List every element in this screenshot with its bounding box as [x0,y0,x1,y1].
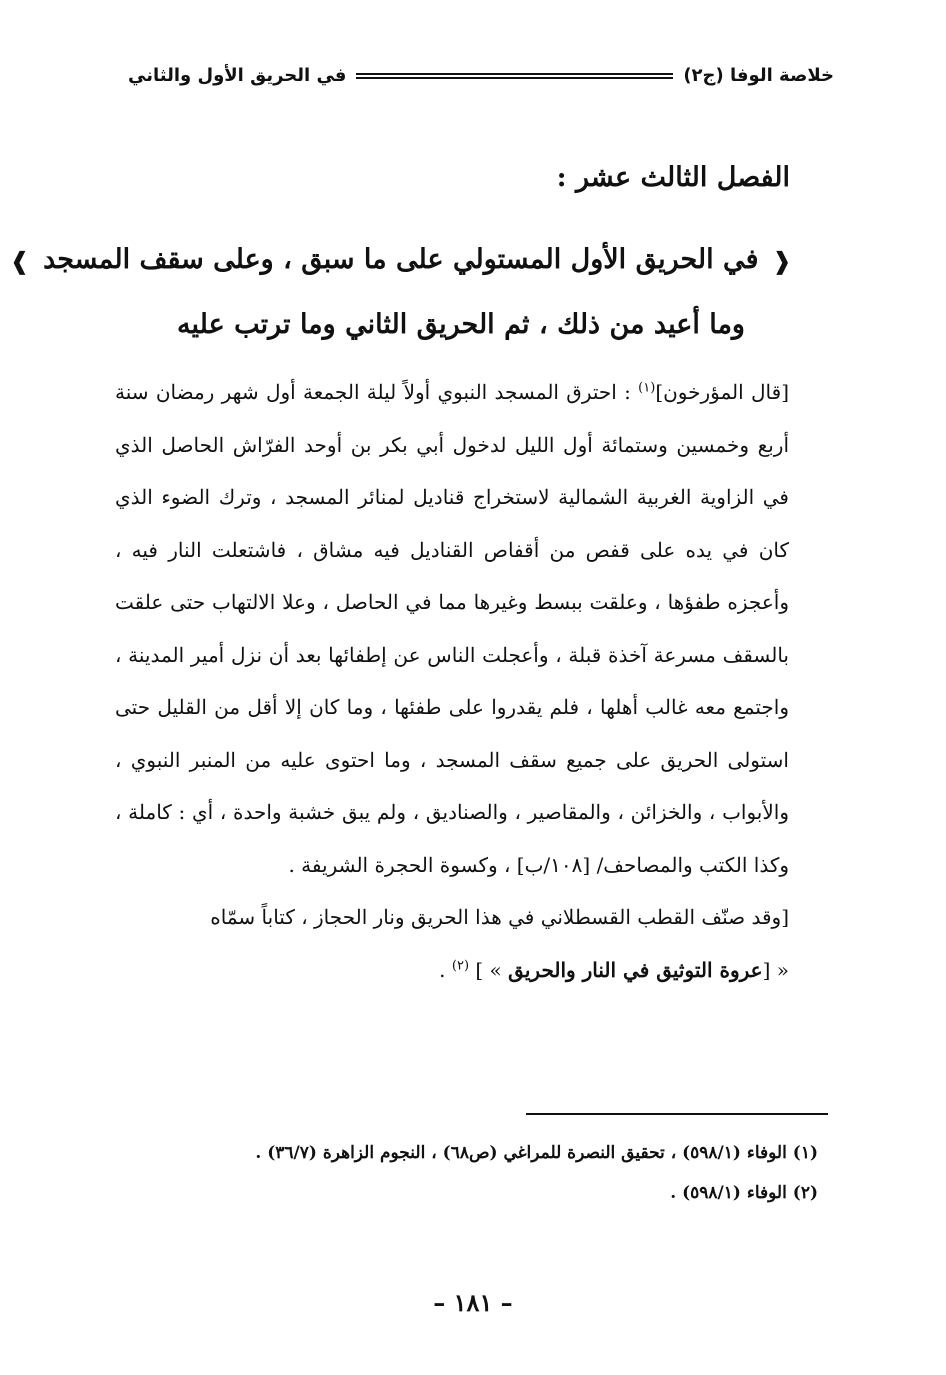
main-text [115,366,789,996]
chapter-title-line-1 [9,228,796,293]
footnotes [155,1133,818,1213]
running-header [128,58,834,94]
footnote-2: (٢) الوفاء (٥٩٨/١) . [670,1183,818,1203]
chapter-heading: الفصل الثالث عشر : [556,162,790,193]
quote-close: » ] [469,957,509,982]
paragraph-historians-report [115,366,789,891]
paragraph-text: [وقد صنّف القطب القسطلاني في هذا الحريق ونار الحجاز ، كتاباً سمّاه [210,905,789,929]
book-title: عروة التوثيق في النار والحريق [508,957,763,982]
ornament-close-icon: ❱ [9,246,30,275]
paragraph-book-reference [115,891,789,996]
chapter-title [9,228,796,357]
quote-open: « [ [762,957,789,982]
header-rule [356,73,673,79]
chapter-title-text-1: في الحريق الأول المستولي على ما سبق ، وعلى سقف المسجد [43,244,759,275]
footnote-1: (١) الوفاء (٥٩٨/١) ، تحقيق النصرة للمراغي (ص٦٨) ، النجوم الزاهرة (٣٦/٧) . [255,1143,818,1163]
header-book-title: خلاصة الوفا (ج٢) [683,65,834,86]
paragraph-end: . [439,957,452,982]
footnote-ref-2: (٢) [451,957,470,973]
footnote-ref-1: (١) [638,380,656,396]
paragraph-lead: [قال المؤرخون] [655,380,789,404]
page-number: – ١٨١ – [433,1288,513,1317]
paragraph-text: : احترق المسجد النبوي أولاً ليلة الجمعة أول شهر رمضان سنة أربع وخمسين وستمائة أول الليل لدخول أبي بكر بن أوحد الفرّاش الحاصل الذي في الزاوية الغربية الشمالية لاستخراج قناديل لمنائر المسجد ، وترك الضوء الذي كان في يده على قفص من أقفاص القناديل فيه مشاق ، فاشتعلت النار فيه ، وأعجزه طفؤها ، وعلقت ببسط وغيرها مما في الحاصل ، وعلا الالتهاب حتى علقت بالسقف مسرعة آخذة قبلة ، وأعجلت الناس عن إطفائها بعد أن نزل أمير المدينة ، واجتمع معه غالب أهلها ، فلم يقدروا على طفئها ، وما كان إلا أقل من القليل حتى استولى الحريق على جميع سقف المسجد ، وما احتوى عليه من المنبر النبوي ، والأبواب ، والخزائن ، والمقاصير ، والصناديق ، ولم يبق خشبة واحدة ، أي : كاملة ، وكذا الكتب والمصاحف/ [١٠٨/ب] ، وكسوة الحجرة الشريفة . [115,380,789,877]
ornament-open-icon: ❰ [771,246,792,275]
header-section-title: في الحريق الأول والثاني [128,65,347,86]
chapter-title-line-2: وما أعيد من ذلك ، ثم الحريق الثاني وما ترتب عليه [177,308,745,340]
footnote-separator [526,1113,828,1115]
